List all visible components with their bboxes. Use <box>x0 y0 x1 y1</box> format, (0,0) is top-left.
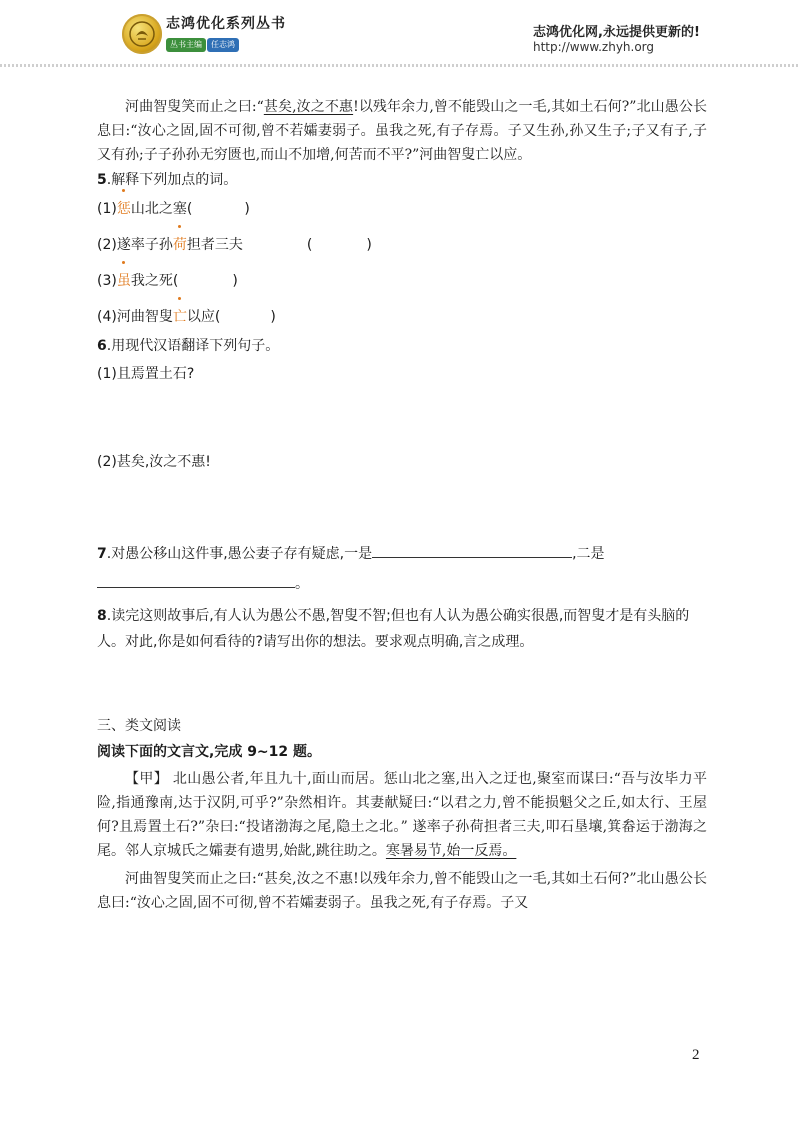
section-title: 三、类文阅读 <box>97 718 181 734</box>
question-text-mid: ,二是 <box>572 546 605 562</box>
underlined-sentence: 甚矣,汝之不惠 <box>263 99 354 115</box>
passage-text-start: 河曲智叟笑而止之曰:“ <box>125 99 264 115</box>
site-slogan: 志鸿优化网,永远提供更新的! <box>533 25 700 40</box>
q6-item-1: (1)且焉置土石? <box>97 366 195 382</box>
paren-close: ) <box>270 309 276 325</box>
item-text: 我之死( <box>130 273 179 289</box>
passage-label: 【甲】 <box>125 771 169 787</box>
editor-name: 任志鸿 <box>207 38 239 52</box>
page-header <box>0 0 800 66</box>
question-text: .读完这则故事后,有人认为愚公不愚,智叟不智;但也有人认为愚公确实很愚,而智叟才是有头脑的人。对此,你是如何看待的?请写出你的想法。要求观点明确,言之成理。 <box>97 608 690 650</box>
q5-item-4 <box>97 299 707 335</box>
series-logo-icon <box>122 14 162 54</box>
paren-close: ) <box>232 273 238 289</box>
question-text: .用现代汉语翻译下列句子。 <box>106 338 280 354</box>
item-prefix: (2)遂率子孙 <box>97 237 173 253</box>
passage-jia <box>97 767 707 863</box>
question-number: 5 <box>97 172 107 188</box>
question-text: .对愚公移山这件事,愚公妻子存有疑虑,一是 <box>106 546 373 562</box>
q6-answer-space-2[interactable] <box>97 473 707 539</box>
series-title: 志鸿优化系列丛书 <box>166 16 286 32</box>
item-prefix: (3) <box>97 273 117 289</box>
question-text: .解释下列加点的词。 <box>106 172 238 188</box>
header-divider <box>0 64 800 67</box>
question-8 <box>97 603 707 655</box>
question-5 <box>97 169 707 191</box>
item-text: 以应( <box>186 309 221 325</box>
passage-jia-continued: 河曲智叟笑而止之曰:“甚矣,汝之不惠!以残年余力,曾不能毁山之一毛,其如土石何?”北山愚公长息曰:“汝心之固,固不可彻,曾不若孀妻弱子。虽我之死,有子存焉。子又 <box>97 871 707 911</box>
question-7 <box>97 539 707 599</box>
section-instruction: 阅读下面的文言文,完成 9~12 题。 <box>97 744 322 760</box>
dotted-word: 亡 <box>173 299 187 335</box>
site-url[interactable]: http://www.zhyh.org <box>533 40 655 54</box>
question-number: 6 <box>97 338 107 354</box>
underlined-sentence: 寒暑易节,始一反焉。 <box>385 843 517 859</box>
question-text-end: 。 <box>295 576 309 592</box>
q8-answer-space[interactable] <box>97 655 707 715</box>
page-number: 2 <box>692 1047 700 1063</box>
dotted-word: 虽 <box>117 263 131 299</box>
q5-item-2 <box>97 227 707 263</box>
answer-line-2[interactable] <box>97 573 295 588</box>
dotted-word: 惩 <box>117 191 131 227</box>
answer-line-1[interactable] <box>372 543 572 558</box>
passage-text-rest: !以残年余力,曾不能毁山之一毛,其如土石何?”北山愚公长息曰:“汝心之固,固不可彻,曾不若孀妻弱子。虽我之死,有子存焉。子又生孙,孙又生子;子又有子,子又有孙;子子孙孙无穷匮也,而山不加增,何苦而不平?”河曲智叟亡以应。 <box>97 99 707 163</box>
question-number: 7 <box>97 546 107 562</box>
question-number: 8 <box>97 608 107 624</box>
dotted-word: 荷 <box>173 227 187 263</box>
paren-open: ( <box>306 237 313 253</box>
q6-item-2: (2)甚矣,汝之不惠! <box>97 454 211 470</box>
editor-label: 丛书主编 <box>166 38 206 52</box>
item-text: 担者三夫 <box>186 237 243 253</box>
item-prefix: (1) <box>97 201 117 217</box>
q5-item-3 <box>97 263 707 299</box>
page-content <box>97 92 707 915</box>
passage-text: 北山愚公者,年且九十,面山而居。惩山北之塞,出入之迂也,聚室而谋曰:“吾与汝毕力平险,指通豫南,达于汉阴,可乎?”杂然相许。其妻献疑曰:“以君之力,曾不能损魁父之丘,如太行、王屋何?且焉置土石?”杂曰:“投诸渤海之尾,隐土之北。” 遂率子孙荷担者三夫,叩石垦壤,箕畚运于渤海之尾。邻人京城氏之孀妻有遗男,始龀,跳往助之。 <box>97 771 707 859</box>
item-prefix: (4)河曲智叟 <box>97 309 173 325</box>
item-text: 山北之塞( <box>130 201 193 217</box>
paren-close: ) <box>244 201 250 217</box>
q5-item-1 <box>97 191 707 227</box>
q6-answer-space-1[interactable] <box>97 385 707 451</box>
question-6 <box>97 335 707 357</box>
paren-close: ) <box>366 237 372 253</box>
passage-excerpt <box>97 95 707 167</box>
